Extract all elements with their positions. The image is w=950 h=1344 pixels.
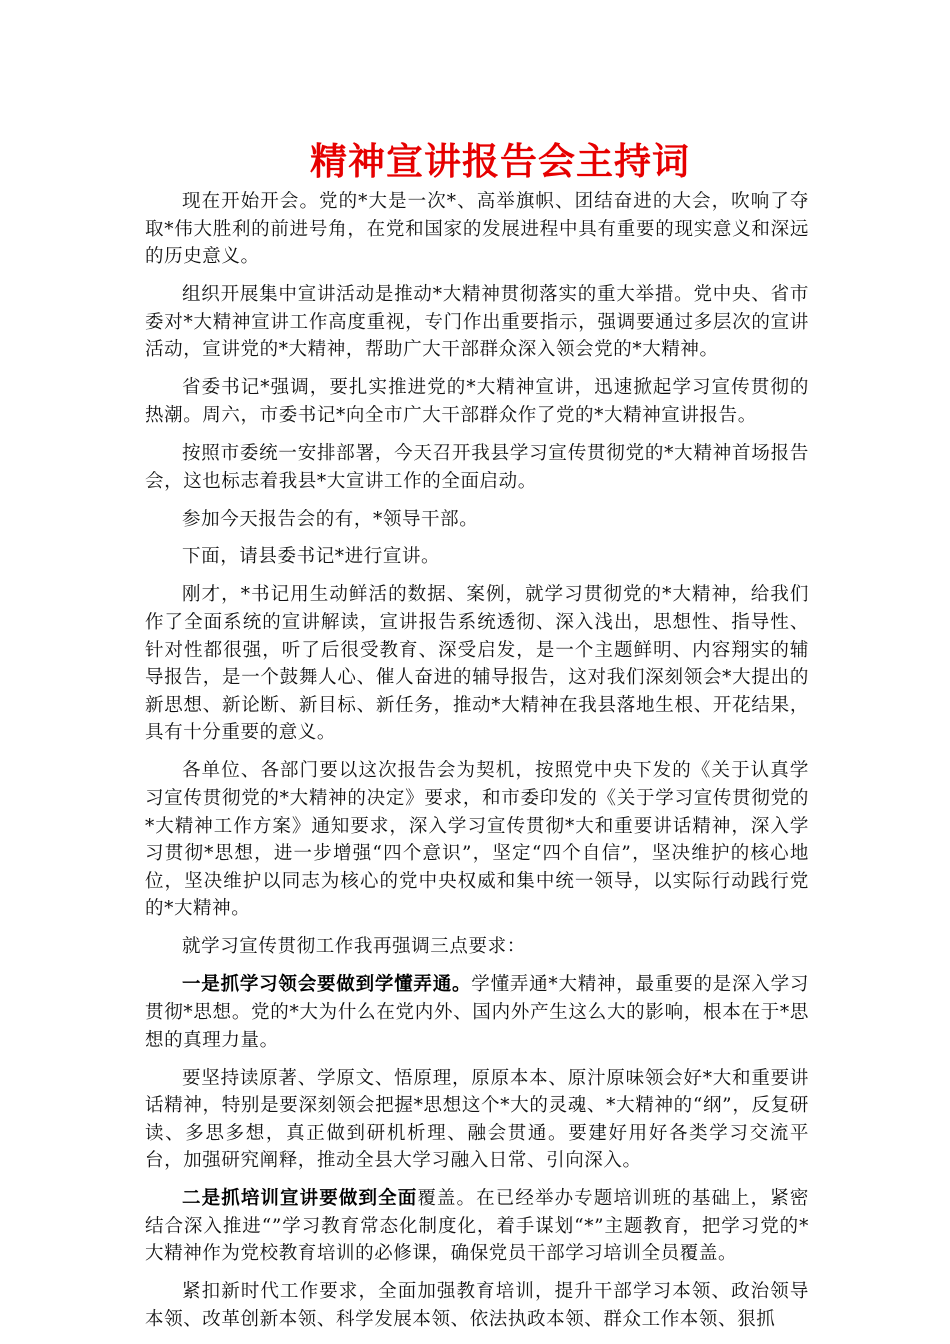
paragraph-2: 组织开展集中宣讲活动是推动*大精神贯彻落实的重大举措。党中央、省市委对*大精神宣讲工作高度重视，专门作出重要指示，强调要通过多层次的宣讲活动，宣讲党的*大精神，帮助广大干部群众深入领会党的*大精神。: [145, 284, 809, 361]
paragraph-5: 参加今天报告会的有，*领导干部。: [182, 508, 479, 530]
paragraph-11: 要坚持读原著、学原文、悟原理，原原本本、原汁原味领会好*大和重要讲话精神，特别是要深刻领会把握*思想这个*大的灵魂、*大精神的“纲”，反复研读、多思多想，真正做到研机析理、融会贯通。要建好用好各类学习交流平台，加强研究阐释，推动全县大学习融入日常、引向深入。: [145, 1067, 809, 1172]
document-title: 精神宣讲报告会主持词: [310, 139, 690, 183]
paragraph-12-heading: 二是抓培训宣讲要做到全面: [182, 1188, 418, 1210]
paragraph-10-heading: 一是抓学习领会要做到学懂弄通。: [182, 974, 472, 996]
document-body: [145, 188, 809, 1344]
paragraph-12: [145, 1185, 809, 1268]
paragraph-13: 紧扣新时代工作要求，全面加强教育培训，提升干部学习本领、政治领导本领、改革创新本领、科学发展本领、依法执政本领、群众工作本领、狠抓: [145, 1281, 809, 1331]
paragraph-10: [145, 971, 809, 1054]
paragraph-7: 刚才，*书记用生动鲜活的数据、案例，就学习贯彻党的*大精神，给我们作了全面系统的宣讲解读，宣讲报告系统透彻、深入浅出，思想性、指导性、针对性都很强，听了后很受教育、深受启发，是一个主题鲜明、内容翔实的辅导报告，是一个鼓舞人心、催人奋进的辅导报告，这对我们深刻领会*大提出的新思想、新论断、新目标、新任务，推动*大精神在我县落地生根、开花结果，具有十分重要的意义。: [145, 584, 809, 744]
paragraph-3: 省委书记*强调，要扎实推进党的*大精神宣讲，迅速掀起学习宣传贯彻的热潮。周六，市委书记*向全市广大干部群众作了党的*大精神宣讲报告。: [145, 377, 809, 426]
paragraph-9: 就学习宣传贯彻工作我再强调三点要求：: [182, 936, 526, 958]
paragraph-4: 按照市委统一安排部署，今天召开我县学习宣传贯彻党的*大精神首场报告会，这也标志着我县*大宣讲工作的全面启动。: [145, 442, 809, 492]
paragraph-12-text: 覆盖。在已经举办专题培训班的基础上，紧密结合深入推进“”学习教育常态化制度化，着手谋划“*”主题教育，把学习党的*大精神作为党校教育培训的必修课，确保党员干部学习培训全员覆盖。: [145, 1188, 809, 1265]
paragraph-6: 下面，请县委书记*进行宣讲。: [182, 546, 441, 568]
paragraph-8: 各单位、各部门要以这次报告会为契机，按照党中央下发的《关于认真学习宣传贯彻党的*大精神的决定》要求，和市委印发的《关于学习宣传贯彻党的*大精神工作方案》通知要求，深入学习宣传贯彻*大和重要讲话精神，深入学习贯彻*思想，进一步增强“四个意识”，坚定“四个自信”，坚决维护的核心地位，坚决维护以同志为核心的党中央权威和集中统一领导，以实际行动践行党的*大精神。: [145, 760, 809, 920]
paragraph-10-text: 学懂弄通*大精神，最重要的是深入学习贯彻*思想。党的*大为什么在党内外、国内外产生这么大的影响，根本在于*思想的真理力量。: [145, 974, 809, 1051]
paragraph-1: 现在开始开会。党的*大是一次*、高举旗帜、团结奋进的大会，吹响了夺取*伟大胜利的前进号角，在党和国家的发展进程中具有重要的现实意义和深远的历史意义。: [145, 191, 809, 268]
